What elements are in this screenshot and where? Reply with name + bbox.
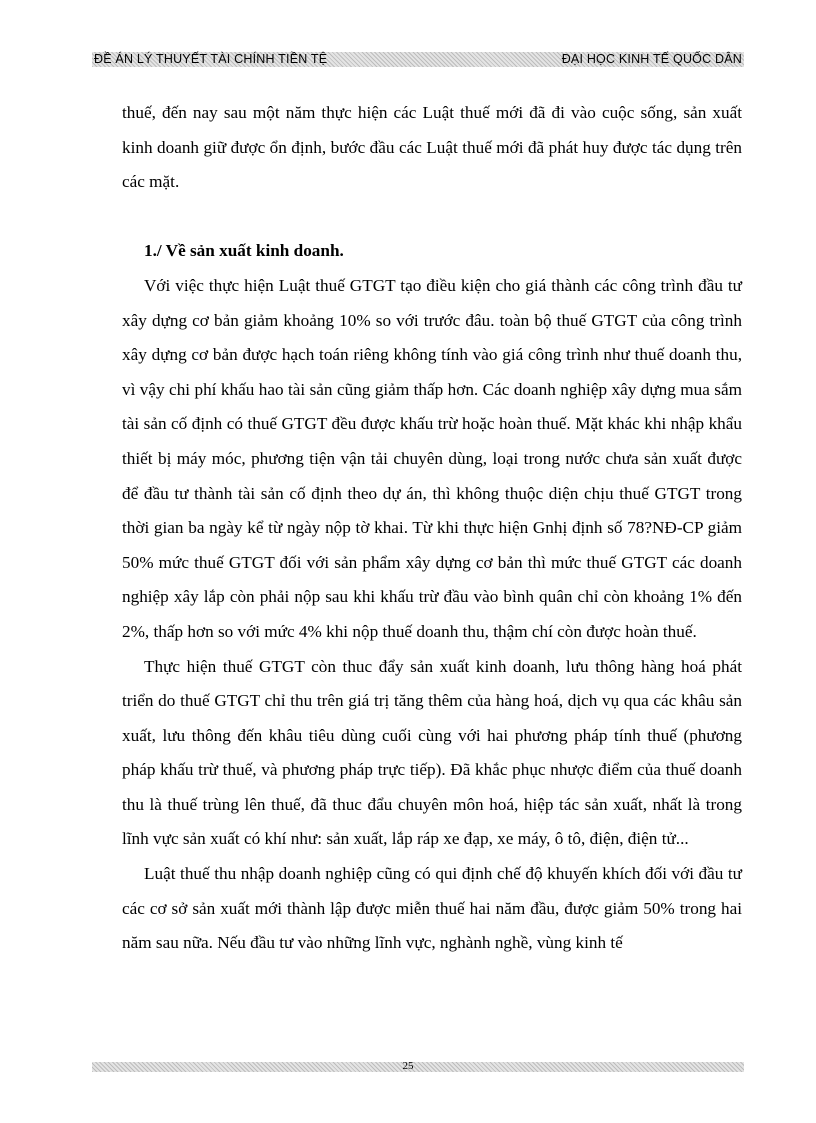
intro-paragraph: thuế, đến nay sau một năm thực hiện các Luật thuế mới đã đi vào cuộc sống, sản xuất kinh doanh giữ được ổn định, bước đầu các Luật thuế mới đã phát huy được tác dụng trên các mặt.: [122, 103, 742, 192]
paragraph-spacer: [122, 200, 742, 235]
page-body: [122, 96, 742, 961]
header-university-name: ĐẠI HỌC KINH TẾ QUỐC DÂN: [561, 52, 742, 66]
section-heading: 1./ Về sản xuất kinh doanh.: [144, 241, 344, 261]
paragraph-corporate-tax: Luật thuế thu nhập doanh nghiệp cũng có qui định chế độ khuyến khích đối với đầu tư các cơ sở sản xuất mới thành lập được miễn thuế hai năm đầu, được giảm 50% trong hai năm sau nữa. Nếu đầu tư vào những lĩnh vực, nghành nghề, vùng kinh tế: [122, 864, 742, 953]
page-number: 25: [402, 1060, 414, 1072]
paragraph-construction: Với việc thực hiện Luật thuế GTGT tạo điều kiện cho giá thành các công trình đầu tư xây dựng cơ bản giảm khoảng 10% so với trước đâu. toàn bộ thuế GTGT của công trình xây dựng cơ bản được hạch toán riêng không tính vào giá công trình như thuế doanh thu, vì vậy chi phí khấu hao tài sản cũng giảm thấp hơn. Các doanh nghiệp xây dựng mua sắm tài sản cố định có thuế GTGT đều được khấu trừ hoặc hoàn thuế. Mặt khác khi nhập khẩu thiết bị máy móc, phương tiện vận tải chuyên dùng, loại trong nước chưa sản xuất được để đầu tư thành tài sản cố định theo dự án, thì không thuộc diện chịu thuế GTGT trong thời gian ba ngày kể từ ngày nộp tờ khai. Từ khi thực hiện Gnhị định số 78?NĐ-CP giảm 50% mức thuế GTGT đối với sản phẩm xây dựng cơ bản thì mức thuế GTGT các doanh nghiệp xây lắp còn phải nộp sau khi khấu trừ đầu vào bình quân chỉ còn khoảng 1% đến 2%, thấp hơn so với mức 4% khi nộp thuế doanh thu, thậm chí còn được hoàn thuế.: [122, 275, 742, 641]
header-document-title: ĐỀ ÁN LÝ THUYẾT TÀI CHÍNH TIỀN TỆ: [94, 52, 328, 66]
paragraph-circulation: Thực hiện thuế GTGT còn thuc đẩy sản xuất kinh doanh, lưu thông hàng hoá phát triển do thuế GTGT chỉ thu trên giá trị tăng thêm của hàng hoá, dịch vụ qua các khâu sản xuất, lưu thông đến khâu tiêu dùng cuối cùng với hai phương pháp tính thuế (phương pháp khấu trừ thuế, và phương pháp trực tiếp). Đã khắc phục nhược điểm của thuế doanh thu là thuế trùng lên thuế, đã thuc đẩu chuyên môn hoá, hiệp tác sản xuất, nhất là trong lĩnh vực sản xuất có khí như: sản xuất, lắp ráp xe đạp, xe máy, ô tô, điện, điện tử...: [122, 656, 742, 849]
